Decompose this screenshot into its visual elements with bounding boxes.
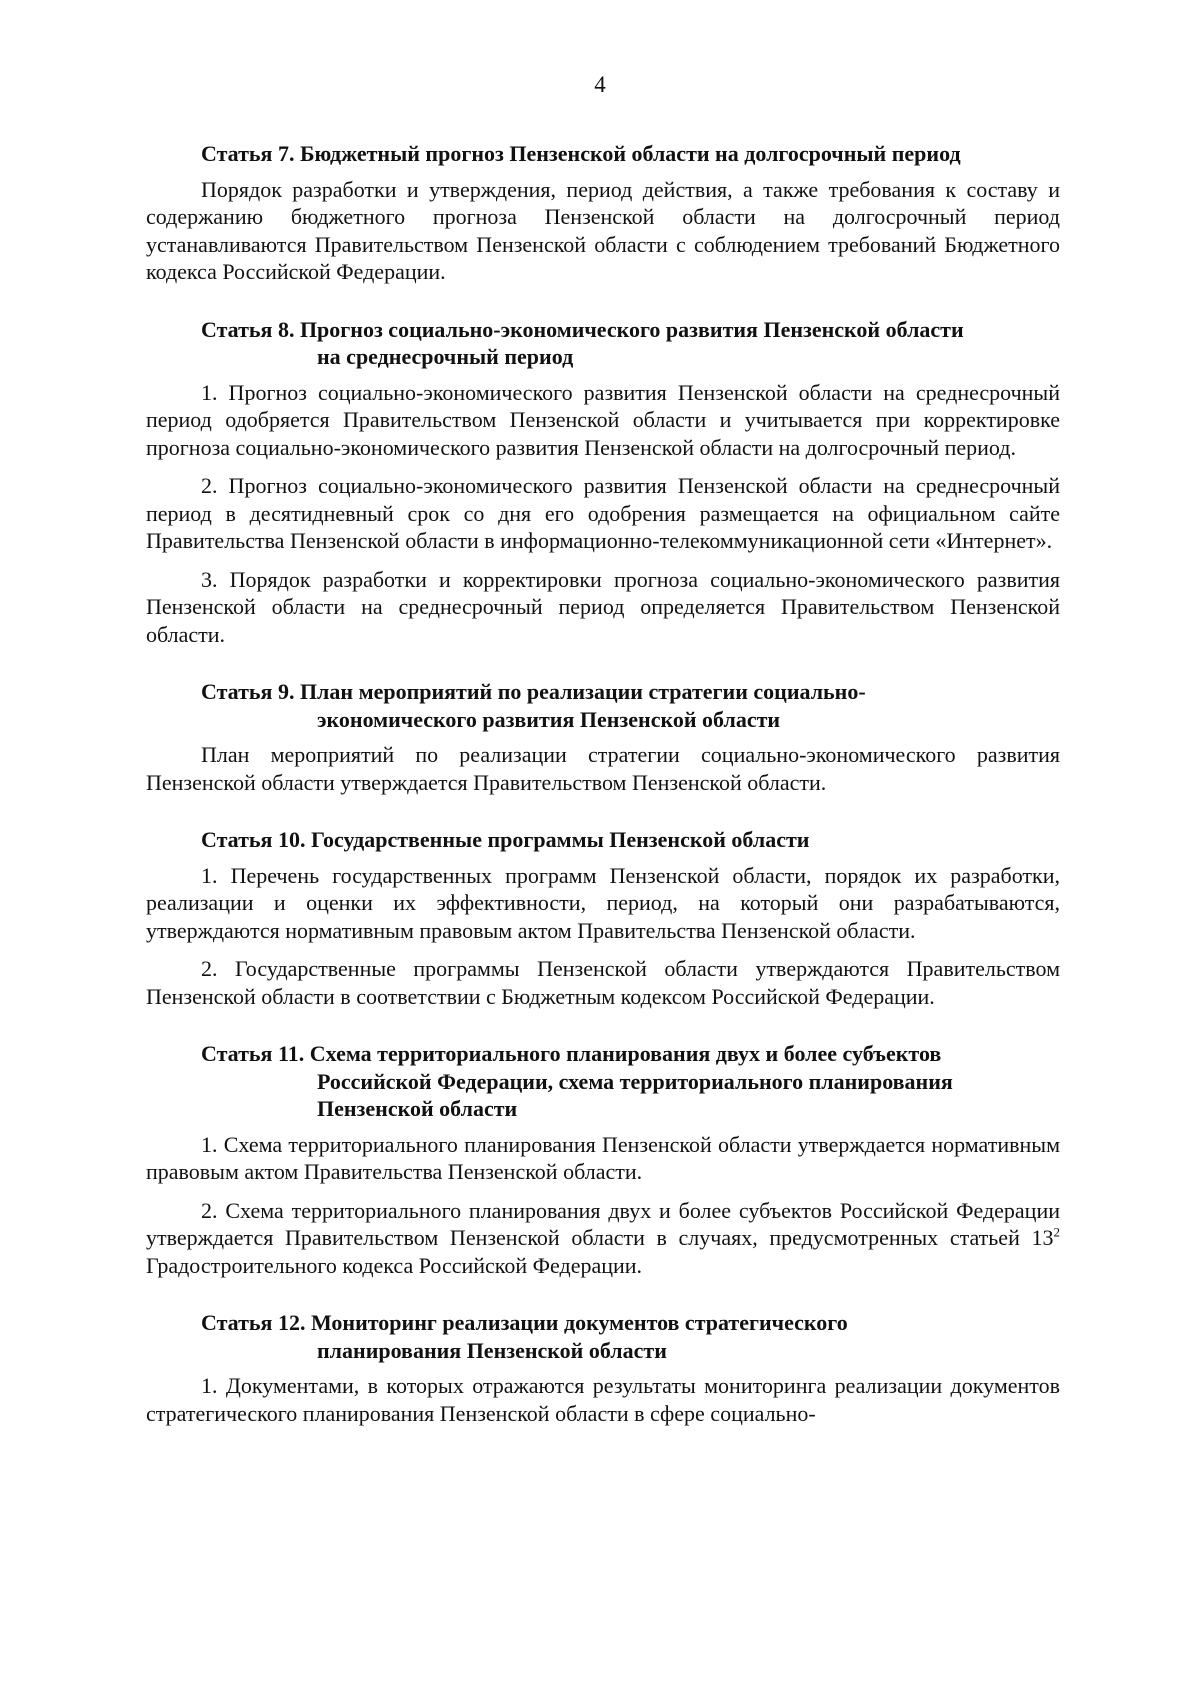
page-number: 4 — [594, 72, 606, 97]
paragraph: Порядок разработки и утверждения, период действия, а также требования к составу и содержанию бюджетного прогноза Пензенской области на долгосрочный период устанавливаются Правительством Пензенской области с соблюдением требований Бюджетного кодекса Российской Федерации. — [146, 176, 1060, 284]
paragraph-text: Градостроительного кодекса Российской Федерации. — [146, 1252, 643, 1278]
article-12 — [146, 1309, 1060, 1427]
article-7 — [146, 140, 1060, 286]
heading-line: Пензенской области — [317, 1096, 518, 1121]
superscript: 2 — [1053, 1224, 1060, 1240]
paragraph: 1. Документами, в которых отражаются результаты мониторинга реализации документов стратегического планирования Пензенской области в сфере социально- — [146, 1373, 1060, 1426]
article-heading — [146, 140, 1060, 168]
article-heading — [146, 1309, 1060, 1364]
paragraph: 2. Прогноз социально-экономического развития Пензенской области на среднесрочный период в десятидневный срок со дня его одобрения размещается на официальном сайте Правительства Пензенской области в информационно-телекоммуникационной сети «Интернет». — [146, 473, 1060, 553]
heading-line: Статья 10. Государственные программы Пензенской области — [201, 827, 810, 852]
heading-line: Статья 8. Прогноз социально-экономического развития Пензенской области — [201, 316, 964, 342]
paragraph: 2. Государственные программы Пензенской области утверждаются Правительством Пензенской области в соответствии с Бюджетным кодексом Российской Федерации. — [146, 956, 1060, 1009]
article-9 — [146, 678, 1060, 796]
paragraph: 1. Схема территориального планирования Пензенской области утверждается нормативным правовым актом Правительства Пензенской области. — [146, 1131, 1060, 1184]
article-heading — [146, 1040, 1060, 1123]
heading-line: экономического развития Пензенской области — [317, 706, 781, 732]
paragraph: План мероприятий по реализации стратегии социально-экономического развития Пензенской области утверждается Правительством Пензенской области. — [146, 742, 1060, 795]
paragraph-text: 2. Схема территориального планирования двух и более субъектов Российской Федерации утверждается Правительством Пензенской области в случаях, предусмотренных статьей 13 — [146, 1197, 1060, 1250]
paragraph: 1. Перечень государственных программ Пензенской области, порядок их разработки, реализации и оценки их эффективности, период, на который они разрабатываются, утверждаются нормативным правовым актом Правительства Пензенской области. — [146, 862, 1060, 943]
heading-line: Статья 9. План мероприятий по реализации стратегии социально- — [201, 679, 866, 704]
paragraph: 3. Порядок разработки и корректировки прогноза социально-экономического развития Пензенской области на среднесрочный период определяется Правительством Пензенской области. — [146, 566, 1060, 647]
heading-line: Статья 11. Схема территориального планирования двух и более субъектов — [201, 1041, 942, 1066]
heading-line: планирования Пензенской области — [317, 1337, 667, 1363]
article-8 — [146, 316, 1060, 649]
article-heading — [146, 678, 1060, 733]
heading-line: Статья 7. Бюджетный прогноз Пензенской области на долгосрочный период — [201, 141, 961, 166]
paragraph-with-superscript — [146, 1197, 1060, 1280]
article-10 — [146, 826, 1060, 1010]
paragraph: 1. Прогноз социально-экономического развития Пензенской области на среднесрочный период одобряется Правительством Пензенской области и учитывается при корректировке прогноза социально-экономического развития Пензенской области на долгосрочный период. — [146, 379, 1060, 460]
heading-line: Российской Федерации, схема территориального планирования — [317, 1068, 953, 1094]
document-body — [146, 140, 1060, 1438]
article-heading — [146, 826, 1060, 854]
article-11 — [146, 1040, 1060, 1279]
heading-line: Статья 12. Мониторинг реализации документов стратегического — [201, 1310, 848, 1335]
article-heading — [146, 316, 1060, 371]
heading-line: на среднесрочный период — [317, 344, 574, 369]
